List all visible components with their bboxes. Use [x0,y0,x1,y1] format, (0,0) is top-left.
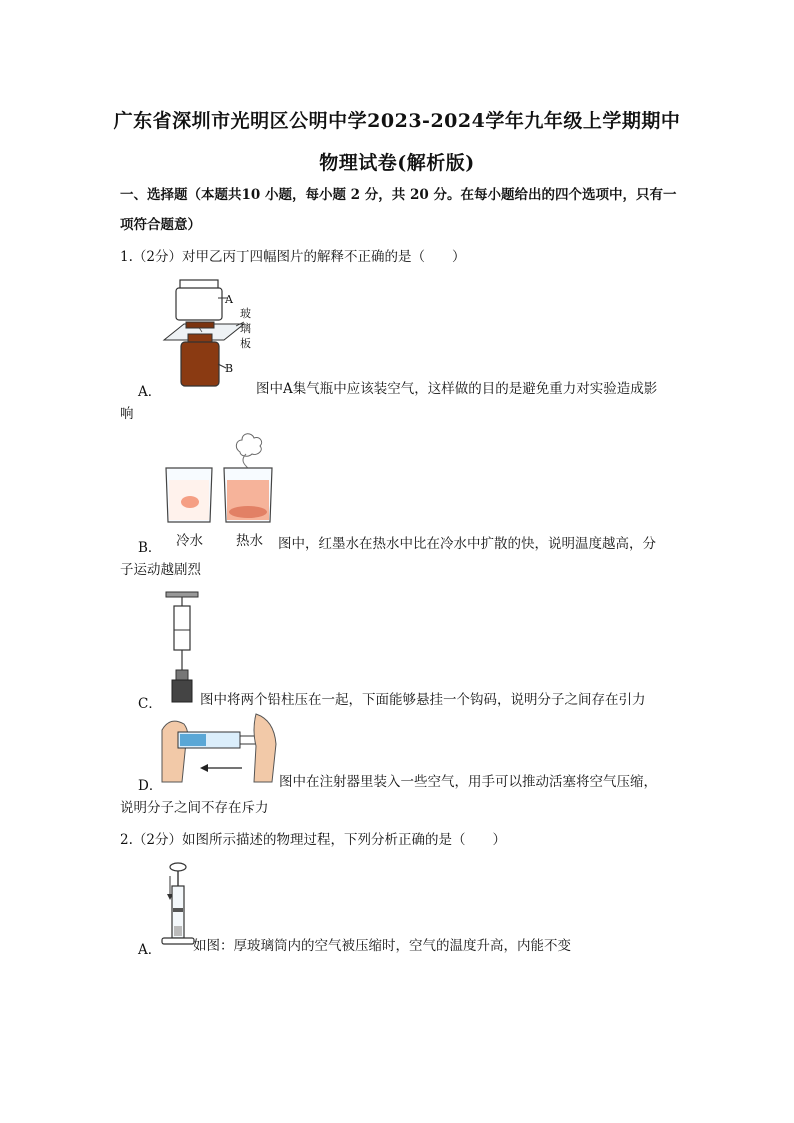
option-2a-label: A． [138,942,162,958]
option-1c-text: 图中将两个铅柱压在一起，下面能够悬挂一个钩码，说明分子之间存在引力 [200,692,646,708]
option-1b-label: B． [138,540,162,556]
option-1a-text: 图中A集气瓶中应该装空气，这样做的目的是避免重力对实验造成影 [256,381,658,397]
title-line-1: 广东省深圳市光明区公明中学2023-2024学年九年级上学期期中 [113,110,681,132]
figure-label-hot: 热水 [236,533,263,549]
option-1a-label: A． [138,384,162,400]
question-1-stem: 1.（2分）对甲乙丙丁四幅图片的解释不正确的是（ ） [120,249,466,265]
option-1d-text-cont: 说明分子之间不存在斥力 [120,800,269,816]
option-1b-text-cont: 子运动越剧烈 [120,562,201,578]
section-heading: 一、选择题（本题共10 小题，每小题 2 分，共 20 分。在每小题给出的四个选项中，只有一项符合题意） [120,187,677,233]
option-1d-text: 图中在注射器里装入一些空气，用手可以推动活塞将空气压缩， [279,774,657,790]
figure-glass-cylinder [160,862,196,948]
figure-syringe-hands [160,710,278,786]
figure-label-plate: 玻璃板 [240,307,251,350]
figure-lead-cylinders [164,590,200,706]
option-1c-label: C． [138,696,162,712]
figure-beakers [162,430,274,530]
figure-label-cold: 冷水 [176,533,203,549]
option-1b-text: 图中，红墨水在热水中比在冷水中扩散的快，说明温度越高，分 [278,536,656,552]
option-1d-label: D． [138,778,163,794]
figure-label-a: A [225,293,233,306]
figure-label-b: B [225,362,234,375]
question-2-stem: 2.（2分）如图所示描述的物理过程，下列分析正确的是（ ） [120,832,506,848]
option-2a-text: 如图：厚玻璃筒内的空气被压缩时，空气的温度升高，内能不变 [193,938,571,954]
title-line-2: 物理试卷(解析版) [319,152,475,174]
option-1a-text-cont: 响 [120,406,134,422]
